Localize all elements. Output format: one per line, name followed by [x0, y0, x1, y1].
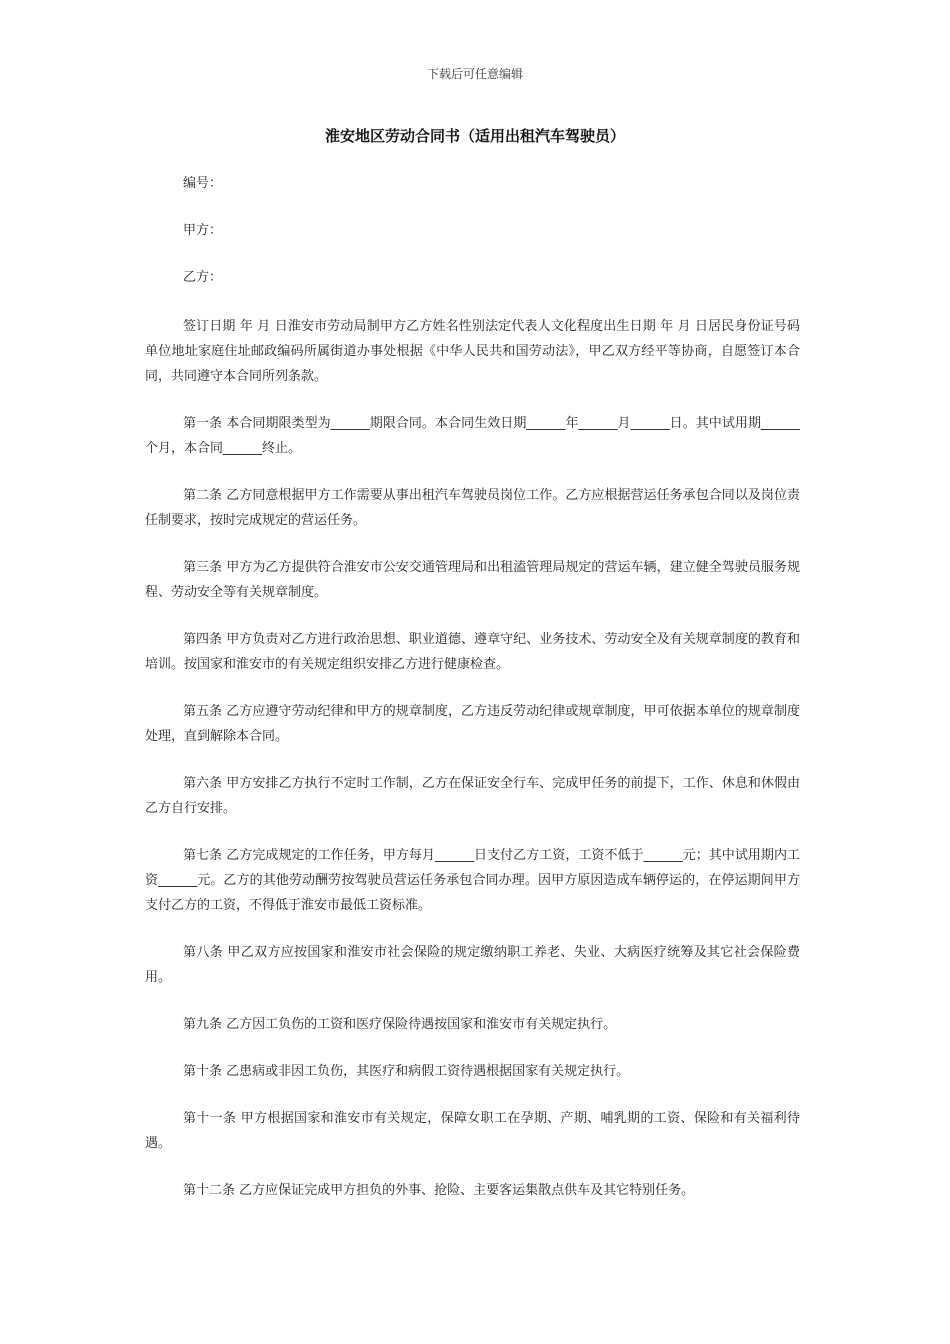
field-number: 编号： — [183, 176, 223, 191]
paragraph-article-7: 第七条 乙方完成规定的工作任务，甲方每月______日支付乙方工资，工资不低于______元；其中试用期内工资______元。乙方的其他劳动酬劳按驾驶员营运任务承包合同办理。因甲方原因造成车辆停运的，在停运期间甲方支付乙方的工资，不得低于淮安市最低工资标准。 — [145, 848, 800, 913]
paragraph-article-10: 第十条 乙患病或非因工负伤，其医疗和病假工资待遇根据国家有关规定执行。 — [183, 1064, 630, 1079]
document-title: 淮安地区劳动合同书（适用出租汽车驾驶员） — [324, 127, 625, 145]
paragraph-article-3: 第三条 甲方为乙方提供符合淮安市公安交通管理局和出租溘管理局规定的营运车辆，建立健全驾驶员服务规程、劳动安全等有关规章制度。 — [145, 560, 800, 600]
paragraph-article-9: 第九条 乙方因工负伤的工资和医疗保险待遇按国家和淮安市有关规定执行。 — [183, 1017, 617, 1032]
document-body — [145, 173, 800, 1225]
paragraph-article-4: 第四条 甲方负责对乙方进行政治思想、职业道德、遵章守纪、业务技术、劳动安全及有关规章制度的教育和培训。按国家和淮安市的有关规定组织安排乙方进行健康检查。 — [145, 632, 800, 672]
paragraph-preamble: 签订日期 年 月 日淮安市劳动局制甲方乙方姓名性别法定代表人文化程度出生日期 年 月 日居民身份证号码单位地址家庭住址邮政编码所属街道办事处根据《中华人民共和国劳动法》，甲乙双方经平等协商，自愿签订本合同，共同遵守本合同所列条款。 — [145, 319, 800, 384]
paragraph-article-2: 第二条 乙方同意根据甲方工作需要从事出租汽车驾驶员岗位工作。乙方应根据营运任务承包合同以及岗位责任制要求，按时完成规定的营运任务。 — [145, 488, 800, 528]
paragraph-article-6: 第六条 甲方安排乙方执行不定时工作制，乙方在保证安全行车、完成甲任务的前提下，工作、休息和休假由乙方自行安排。 — [145, 776, 800, 816]
paragraph-article-8: 第八条 甲乙双方应按国家和淮安市社会保险的规定缴纳职工养老、失业、大病医疗统筹及其它社会保险费用。 — [145, 945, 800, 985]
paragraph-article-12: 第十二条 乙方应保证完成甲方担负的外事、抢险、主要客运集散点供车及其它特别任务。 — [183, 1183, 695, 1198]
field-party-b: 乙方： — [183, 270, 223, 285]
paragraph-article-5: 第五条 乙方应遵守劳动纪律和甲方的规章制度，乙方违反劳动纪律或规章制度，甲可依据本单位的规章制度处理，直到解除本合同。 — [145, 704, 800, 744]
header-note: 下载后可任意编辑 — [426, 67, 523, 81]
field-party-a: 甲方： — [183, 223, 223, 238]
paragraph-article-1: 第一条 本合同期限类型为______期限合同。本合同生效日期______年______月______日。其中试用期______个月，本合同______终止。 — [145, 416, 800, 456]
paragraph-article-11: 第十一条 甲方根据国家和淮安市有关规定，保障女职工在孕期、产期、哺乳期的工资、保险和有关福利待遇。 — [145, 1111, 800, 1151]
